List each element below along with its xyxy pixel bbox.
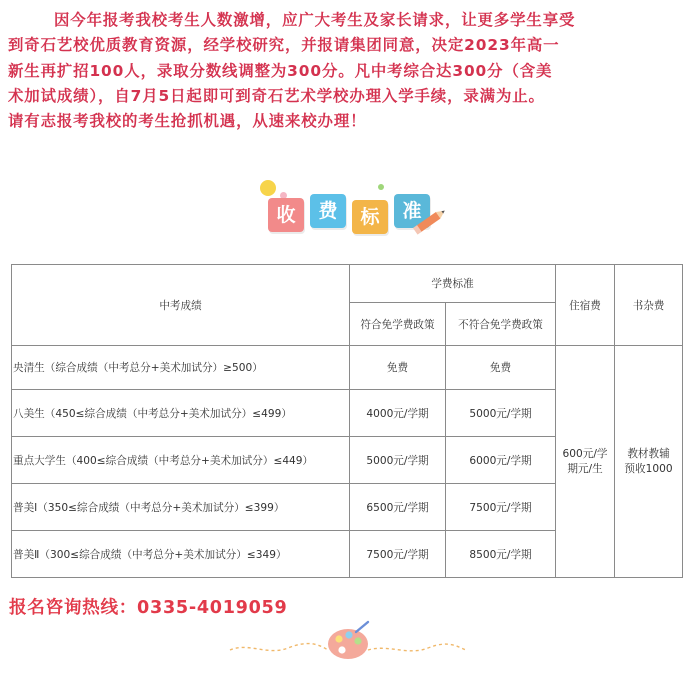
header-score: 中考成绩	[12, 265, 350, 346]
books-fee	[615, 346, 683, 578]
lodging-fee-text: 600元/学期元/生	[562, 447, 608, 475]
header-tuition: 学费标准	[350, 265, 556, 303]
intro-line: 术加试成绩），自7月5日起即可到奇石艺术学校办理入学手续，录满为止。	[8, 86, 545, 105]
header-lodging: 住宿费	[556, 265, 615, 346]
decor-dot-icon	[260, 180, 276, 196]
pencil-icon	[410, 206, 450, 236]
row-label: 八美生（450≤综合成绩（中考总分+美术加试分）≤499）	[12, 390, 350, 437]
row-label: 重点大学生（400≤综合成绩（中考总分+美术加试分）≤449）	[12, 437, 350, 484]
row-fee-free: 7500元/学期	[350, 531, 446, 578]
intro-line: 请有志报考我校的考生抢抓机遇，从速来校办理！	[8, 112, 367, 131]
table-header-row	[12, 265, 683, 303]
fee-table	[11, 264, 683, 578]
table-row	[12, 346, 683, 390]
books-fee-text: 教材教辅预收1000	[624, 447, 673, 475]
heading-char: 标	[352, 200, 388, 234]
header-tuition-free: 符合免学费政策	[350, 303, 446, 346]
intro-line: 到奇石艺校优质教育资源，经学校研究，并报请集团同意，决定2023年高一	[8, 36, 560, 55]
heading-char: 收	[268, 198, 304, 232]
lodging-fee	[556, 346, 615, 578]
row-fee-free: 免费	[350, 346, 446, 390]
decor-dot-icon	[378, 184, 384, 190]
header-tuition-nonfree: 不符合免学费政策	[446, 303, 556, 346]
row-fee-nonfree: 7500元/学期	[446, 484, 556, 531]
row-fee-nonfree: 8500元/学期	[446, 531, 556, 578]
row-fee-nonfree: 免费	[446, 346, 556, 390]
row-fee-free: 4000元/学期	[350, 390, 446, 437]
hotline-text: 报名咨询热线：0335-4019059	[9, 598, 288, 618]
heading-char: 费	[310, 194, 346, 228]
row-label: 央清生（综合成绩（中考总分+美术加试分）≥500）	[12, 346, 350, 390]
intro-paragraph	[8, 8, 688, 134]
fee-standard-heading	[258, 180, 448, 242]
row-fee-free: 5000元/学期	[350, 437, 446, 484]
heading-char: 准	[394, 194, 430, 228]
row-fee-free: 6500元/学期	[350, 484, 446, 531]
row-fee-nonfree: 6000元/学期	[446, 437, 556, 484]
header-books: 书杂费	[615, 265, 683, 346]
intro-line: 因今年报考我校考生人数激增，应广大考生及家长请求，让更多学生享受	[54, 11, 576, 29]
row-label: 普美Ⅰ（350≤综合成绩（中考总分+美术加试分）≤399）	[12, 484, 350, 531]
intro-line: 新生再扩招100人，录取分数线调整为300分。凡中考综合达300分（含美	[8, 61, 553, 80]
palette-divider-icon	[228, 620, 468, 664]
row-label: 普美Ⅱ（300≤综合成绩（中考总分+美术加试分）≤349）	[12, 531, 350, 578]
row-fee-nonfree: 5000元/学期	[446, 390, 556, 437]
